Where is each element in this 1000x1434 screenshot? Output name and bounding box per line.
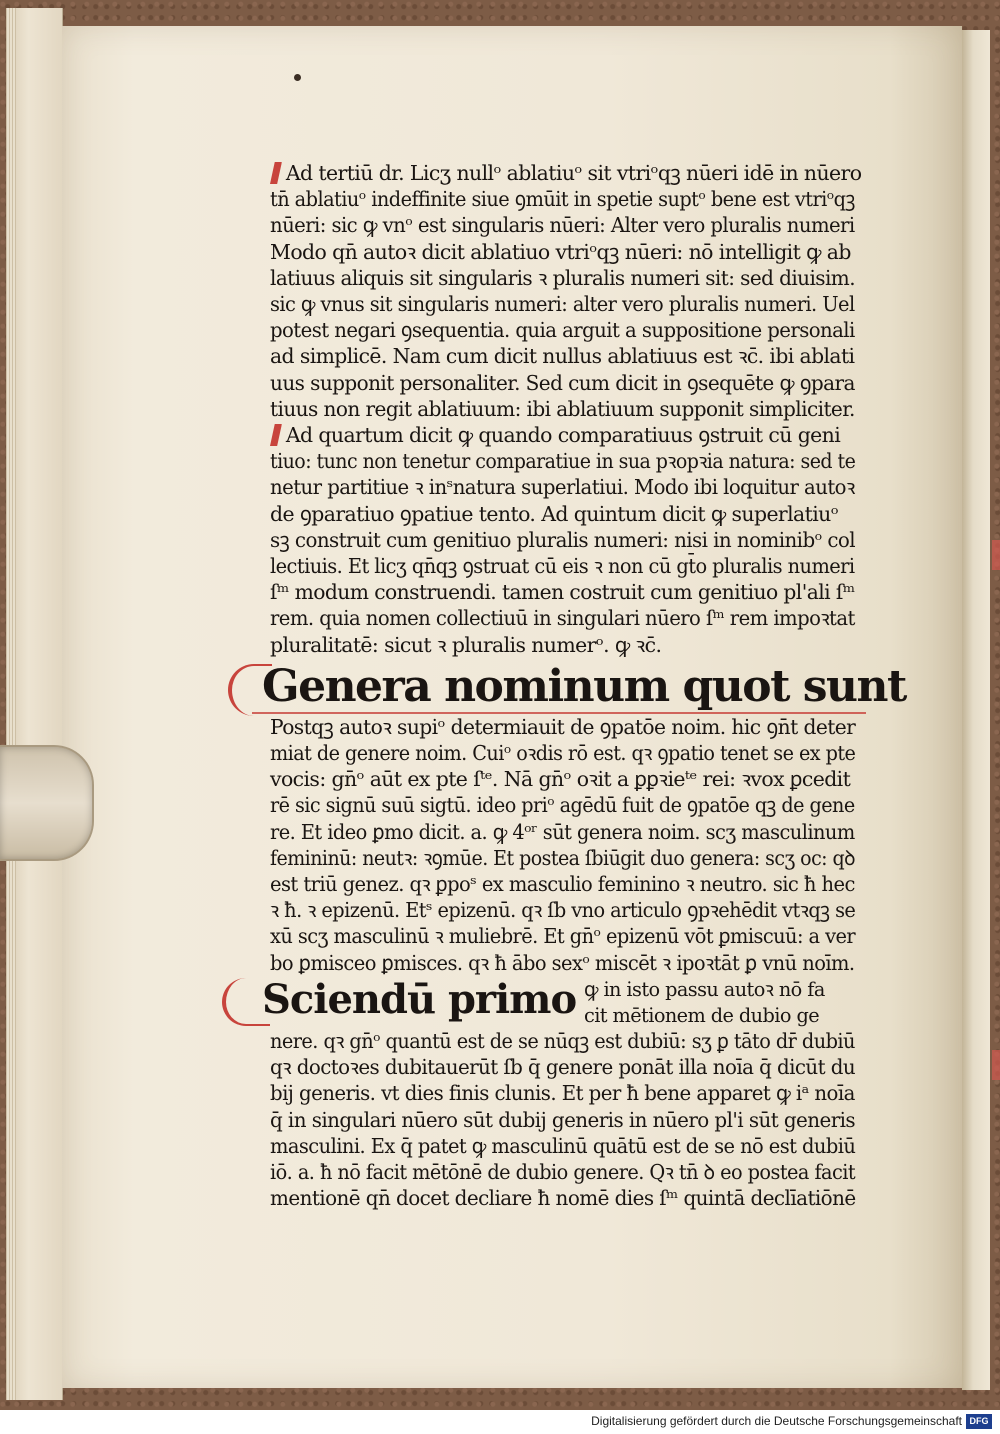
text-block: [262, 160, 906, 1211]
text-line: vocis: gn̄ᵒ aūt ex pte ſᵗᵉ. Nā gn̄ᵒ oꝛit a ꝑꝑꝛieᵗᵉ rei: ꝛvox ꝑcedit: [270, 767, 851, 792]
text-line: latiuus aliquis sit singularis ꝛ pluralis numeri sit: sed diuisim.: [270, 265, 855, 290]
text-line: qꝛ doctoꝛes dubitauerūt ſb q̄ genere ponāt illa noīa q̄ dicūt du: [270, 1055, 856, 1080]
text-line: lectiuis. Et licʒ qn̄qꝫ ꝯstruat cū eis ꝛ non cū gt̄o pluralis numeri: [270, 554, 855, 579]
footer-credit: Digitalisierung gefördert durch die Deutsche Forschungsgemeinschaft: [591, 1414, 962, 1428]
heading-genera: [262, 660, 906, 712]
rubric-mark: [992, 540, 1000, 570]
page-edges: [6, 8, 16, 1400]
text-line: sꝫ construit cum genitiuo pluralis numeri: nisi in nominibᵒ col: [270, 527, 856, 552]
text-line: ꝙ in isto passu autoꝛ nō fa: [584, 976, 825, 1001]
text-line: cit mētionem de dubio ge: [584, 1003, 820, 1028]
dfg-logo: DFG: [966, 1414, 992, 1429]
book-clasp: [0, 745, 94, 861]
text-line: ad simplicē. Nam cum dicit nullus ablatiuus est ꝛc̄. ibi ablati: [270, 344, 855, 369]
text-line: est triū genez. qꝛ ꝑpoˢ ex masculio feminino ꝛ neutro. sic ħ hec: [270, 872, 855, 897]
text-line: q̄ in singulari nūero sūt dubij generis in nūero pl'i sūt generis: [270, 1107, 856, 1132]
text-line: sic ꝙ vnus sit singularis numeri: alter vero pluralis numeri. Uel: [270, 292, 855, 317]
text-line: rē sic signū suū sigtū. ideo priᵒ agēdū fuit de ꝯpatōe qꝫ de gene: [270, 793, 855, 818]
text-line: miat de genere noim. Cuiᵒ oꝛdis rō est. qꝛ ꝯpatio tenet se ex pte: [270, 741, 856, 766]
text-line: tiuo: tunc non tenetur comparatiue in sua pꝛopꝛia natura: sed te: [270, 449, 856, 474]
heading-text: Genera nominum quot sunt: [262, 660, 906, 712]
text-line: re. Et ideo ꝑmo dicit. a. ꝙ 4ᵒʳ sūt genera noim. scʒ masculinum: [270, 819, 855, 844]
text-line: iō. a. ħ nō facit mētōnē de dubio genere. Qꝛ tn̄ ꝺ eo postea facit: [270, 1159, 856, 1184]
paragraph-1: [270, 160, 860, 422]
heading-trailing-text: [584, 976, 864, 1028]
paragraph-mark: [270, 424, 282, 446]
text-line: rem. quia nomen collectiuū in singulari nūero ſᵐ rem impoꝛtat: [270, 606, 855, 631]
footer-bar: [0, 1410, 1000, 1434]
rubric-mark: [992, 1050, 1000, 1080]
paragraph-3: [270, 714, 860, 976]
heading-sciendu: [262, 976, 576, 1024]
text-line: bo ꝑmisceo ꝑmisces. qꝛ ħ ābo sexᵒ miscēt ꝛ ipoꝛtāt ꝑ vnū noīm.: [270, 950, 855, 975]
text-line: nūeri: sic ꝙ vnᵒ est singularis nūeri: Alter vero pluralis numeri: [270, 213, 855, 238]
text-line: netur partitiue ꝛ inˢnatura superlatiui. Modo ibi loquitur autoꝛ: [270, 475, 855, 500]
text-line: Postqꝫ autoꝛ supiᵒ determiauit de ꝯpatōe noim. hic ꝯn̄t deter: [270, 714, 856, 739]
text-line: pluralitatē: sicut ꝛ pluralis numerᵒ. ꝙ ꝛc̄.: [270, 632, 662, 657]
text-line: potest negari ꝯsequentia. quia arguit a suppositione personali: [270, 318, 855, 343]
text-line: tn̄ ablatiuᵒ indeffinite siue ꝯmūit in spetie suptᵒ bene est vtriᵒqꝫ: [270, 187, 855, 212]
text-line: ſᵐ modum construendi. tamen costruit cum genitiuo pl'ali ſᵐ: [270, 580, 855, 605]
text-line: nere. qꝛ gn̄ᵒ quantū est de se nūqꝫ est dubiū: sʒ ꝑ tāto dr̄ dubiū: [270, 1028, 855, 1053]
text-line: uus supponit personaliter. Sed cum dicit in ꝯsequēte ꝙ ꝯpara: [270, 370, 855, 395]
rubric-flourish: [222, 978, 270, 1026]
text-line: ꝛ ħ. ꝛ epizenū. Etˢ epizenū. qꝛ ſb vno articulo ꝯpꝛehēdit vtꝛqꝫ se: [270, 898, 856, 923]
rubric-flourish: [228, 664, 272, 716]
text-line: Ad quartum dicit ꝙ quando comparatiuus ꝯstruit cū geni: [270, 422, 855, 448]
text-line: masculini. Ex q̄ patet ꝙ masculinū quātū est de se nō est dubiū: [270, 1133, 856, 1158]
text-line: bij generis. vt dies finis clunis. Et per ħ bene apparet ꝙ iᵃ noīa: [270, 1081, 855, 1106]
paragraph-4: [270, 1028, 860, 1211]
paragraph-2: [270, 422, 860, 658]
text-line: Ad tertiū dr. Licʒ nullᵒ ablatiuᵒ sit vtriᵒqꝫ nūeri idē in nūero: [270, 160, 855, 186]
right-page-edge: [962, 30, 990, 1390]
text-line: xū scʒ masculinū ꝛ muliebrē. Et gn̄ᵒ epizenū vōt ꝑmiscuū: a ver: [270, 924, 856, 949]
heading-text: Sciendū primo: [262, 975, 577, 1023]
text-line: tiuus non regit ablatiuum: ibi ablatiuum supponit simpliciter.: [270, 396, 855, 421]
heading-sciendu-row: [262, 976, 860, 1028]
left-page-edge: [6, 8, 63, 1400]
paragraph-mark: [270, 162, 282, 184]
text-line: mentionē qn̄ docet decliare ħ nomē dies ſᵐ quintā declīatiōnē: [270, 1186, 856, 1211]
text-line: femininū: neutꝛ: ꝛꝯmūe. Et postea ſbiūgit duo genera: scʒ oc: qꝺ: [270, 845, 855, 870]
text-line: de ꝯparatiuo ꝯpatiue tento. Ad quintum dicit ꝙ superlatiuᵒ: [270, 501, 839, 526]
text-line: Modo qn̄ autoꝛ dicit ablatiuo vtriᵒqꝫ nūeri: nō intelligit ꝙ ab: [270, 239, 851, 264]
worm-hole: [294, 74, 301, 81]
